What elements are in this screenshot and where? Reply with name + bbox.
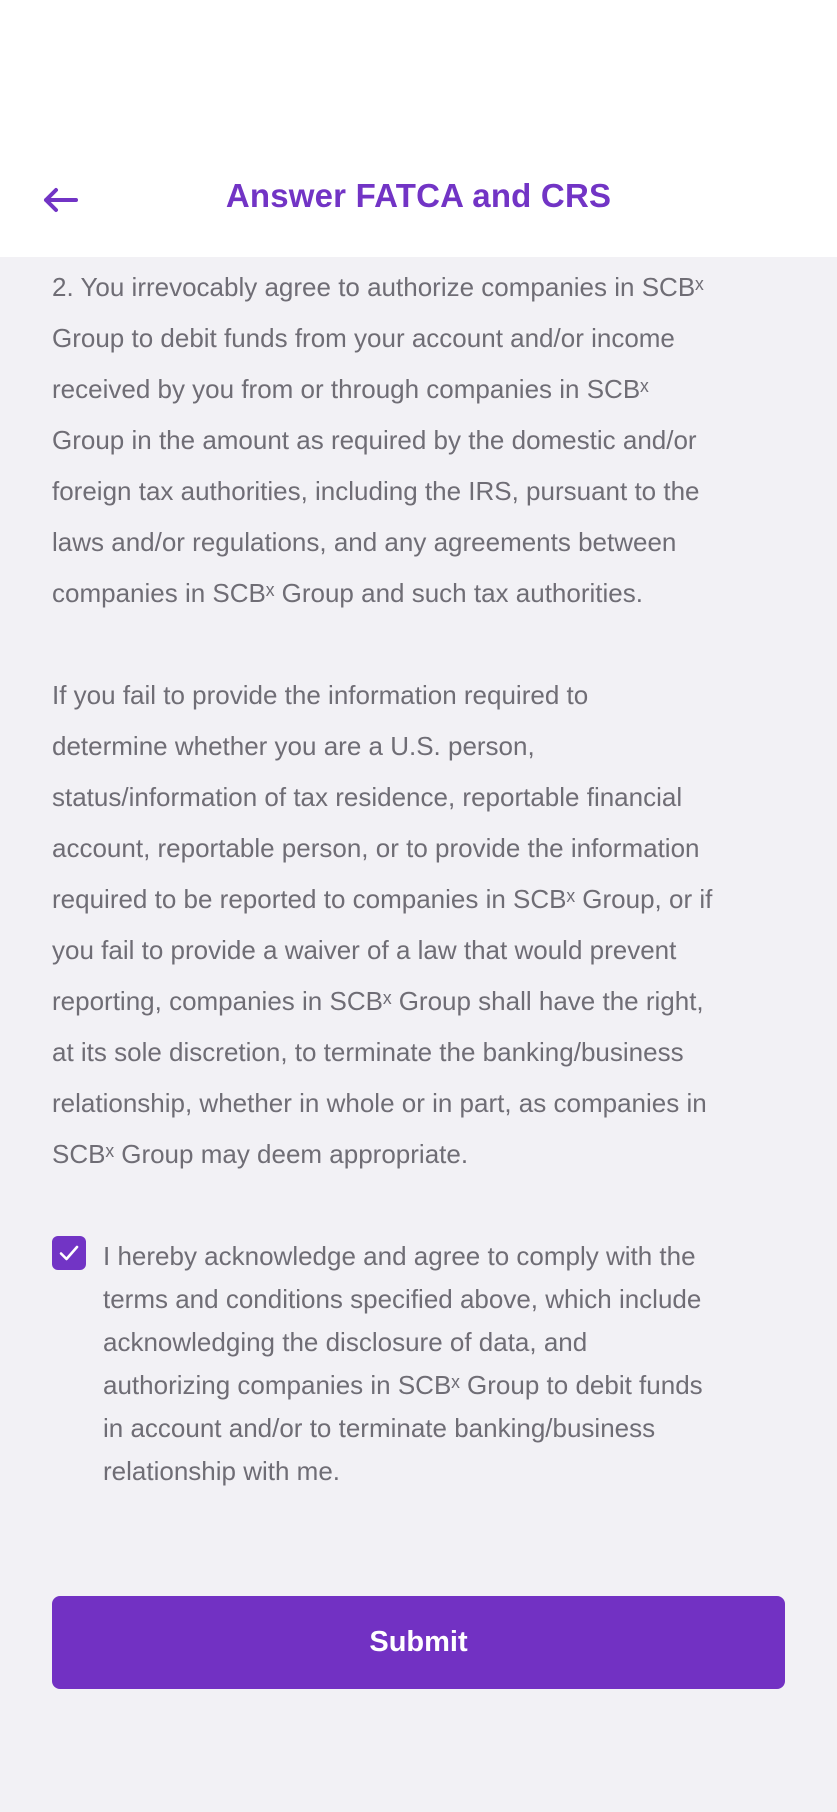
consent-label: I hereby acknowledge and agree to comply with the terms and conditions specified above, which include acknowledging the disclosure of data, and authorizing companies in SCBˣ Group to debit funds in account and/or to terminate banking/business relationship with me. [103,1241,703,1486]
header-bar [0,140,837,257]
terms-content [52,262,792,1180]
paragraph-spacer [52,619,792,670]
submit-button[interactable]: Submit [52,1596,785,1689]
consent-checkbox[interactable] [52,1236,86,1270]
terms-paragraph-termination: If you fail to provide the information required to determine whether you are a U.S. person, status/information of tax residence, reportable financial account, reportable person, or to provide the information required to be reported to companies in SCBˣ Group, or if you fail to provide a waiver of a law that would prevent reporting, companies in SCBˣ Group shall have the right, at its sole discretion, to terminate the banking/business relationship, whether in whole or in part, as companies in SCBˣ Group may deem appropriate. [52,680,713,1169]
checkmark-icon [58,1242,80,1264]
terms-paragraph-debit-authorization: 2. You irrevocably agree to authorize companies in SCBˣ Group to debit funds from your account and/or income received by you from or through companies in SCBˣ Group in the amount as required by the domestic and/or foreign tax authorities, including the IRS, pursuant to the laws and/or regulations, and any agreements between companies in SCBˣ Group and such tax authorities. [52,272,704,608]
page-title: Answer FATCA and CRS [225,177,612,214]
status-bar-area [0,0,837,140]
bottom-safe-area [0,1700,837,1812]
